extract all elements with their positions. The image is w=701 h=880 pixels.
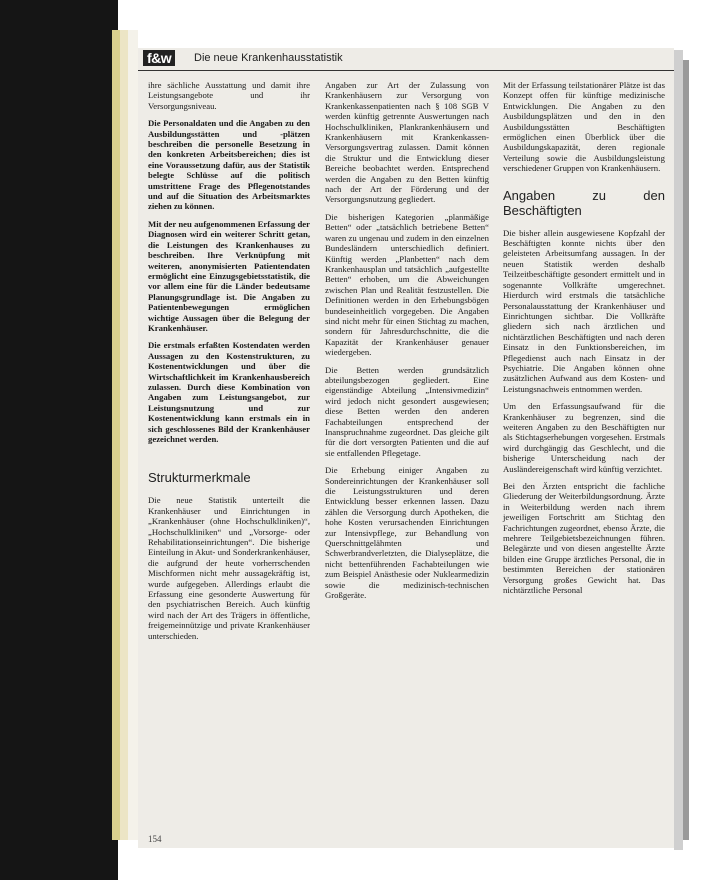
- paragraph: Bei den Ärzten entspricht die fachliche Gliederung der Weiterbildungsordnung. Ärzte in Weiterbildung werden nach ihrem jeweiligen Fortschritt am Stichtag den Fachrichtungen zugeordnet, ebenso Ärzte, die mehrere Teilgebietsbezeichnungen führen. Belegärzte und von diesen angestellte Ärzte bilden eine Gruppe ärztliches Personal, die in bestimmten Bereichen der stationären Versorgung großes Gewicht hat. Das nichtärztliche Personal: [503, 481, 665, 596]
- page-number: 154: [148, 834, 162, 844]
- paragraph: Die Personaldaten und die Angaben zu den Ausbildungsstätten und -plätzen beschreiben die personelle Besetzung in den konkreten Arbeitsbereichen; dies ist eine Voraussetzung dafür, aus der Statistik belegte Schlüsse auf die politisch umstrittene Frage des Pflegenotstandes und auf die Situation des Arbeitsmarktes ziehen zu können.: [148, 118, 310, 212]
- scan-border-left: [0, 0, 118, 880]
- section-heading: Strukturmerkmale: [148, 470, 251, 486]
- paragraph: Die bisher allein ausgewiesene Kopfzahl der Beschäftigten konnte nichts über den geleisteten Arbeitsumfang aussagen. In der neuen Statistik werden deshalb Teilzeitbeschäftigte gesondert ermittelt und in sogenannte Vollkräfte umgerechnet. Hierdurch wird erstmals die tatsächliche Personalausstattung der Krankenhäuser und Einrichtungen sichtbar. Die Vollkräfte gliedern sich nach ärztlichen und nichtärztlichen Beschäftigten und nach deren Einsatz in den Funktionsbereichen, im Pflegedienst auch nach Einsatz in der Psychiatrie. Die Angaben können ohne zusätzlichen Aufwand aus dem Kosten- und Leistungsnachweis entnommen werden.: [503, 227, 665, 394]
- paragraph: ihre sächliche Ausstattung und damit ihre Leistungsangebote und ihr Versorgungsniveau.: [148, 80, 310, 111]
- page-edge-light: [128, 30, 138, 840]
- page-edge-cream: [120, 30, 128, 840]
- journal-logo: f&w: [143, 50, 175, 66]
- page-header: [138, 48, 674, 71]
- section-heading: Angaben zu den Beschäftigten: [503, 187, 665, 218]
- paragraph: Angaben zur Art der Zulassung von Krankenhäusern zur Versorgung von Krankenkassenpatienten nach § 108 SGB V werden künftig getrennte Auswertungen nach Hochschulkliniken, Plankrankenhäusern und Krankenhäusern mit Krankenkassen-Versorgungsvertrag zulassen. Damit können die Struktur und die Entwicklung dieser Bereiche beobachtet werden. Entsprechend werden die Angaben zu den Betten künftig nach der Art der Förderung und der Versorgungsnutzung gegliedert.: [325, 80, 489, 205]
- scan-border-right: [674, 50, 683, 850]
- paragraph: Die bisherigen Kategorien „planmäßige Betten“ oder „tatsächlich betriebene Betten“ waren zu ungenau und zudem in den einzelnen Bundesländern unterschiedlich definiert. Künftig werden „Planbetten“ nach dem Krankenhausplan und tatsächlich „aufgestellte Betten“ erhoben, um die Abweichungen zwischen Plan und Realität festzustellen. Die Definitionen werden in den Erhebungsbögen bundeseinheitlich vorgegeben. Die Angaben sind nicht mehr für einen Stichtag zu machen, sondern für Jahresdurchschnitte, die die Kapazität der Krankenhäuser genauer wiedergeben.: [325, 211, 489, 358]
- paragraph: Die Erhebung einiger Angaben zu Sondereinrichtungen der Krankenhäuser soll die Leistungsstrukturen und deren Entwicklung besser erkennen lassen. Dazu zählen die Versorgung durch Apotheken, die hohe Kosten verursachenden Einrichtungen zur Intensivpflege, zur Behandlung von Querschnittgelähmten und Schwerbrandverletzten, die Dialyseplätze, die nicht bettenführenden Fachabteilungen wie zum Beispiel Anästhesie oder Nuklearmedizin sowie die medizinisch-technischen Großgeräte.: [325, 465, 489, 601]
- paragraph: Die neue Statistik unterteilt die Krankenhäuser und Einrichtungen in „Krankenhäuser (ohne Hochschulkliniken)“, „Hochschulkliniken“ und „Vorsorge- oder Rehabilitationseinrichtungen“. Die bisherige Einteilung in Akut- und Sonderkrankenhäuser, die aufgrund der heute vorherrschenden Mischformen nicht mehr aussagekräftig ist, wurde aufgegeben. Allerdings erlaubt die Erfassung eine gesonderte Auswertung für den psychiatrischen Bereich. Auch künftig wird nach der Art des Trägers in öffentliche, freigemeinnützige und private Krankenhäuser unterschieden.: [148, 495, 310, 641]
- text-column-3: [503, 80, 665, 602]
- scan-border-right-shadow: [683, 60, 689, 840]
- text-column-1: [148, 80, 310, 648]
- running-title: Die neue Krankenhausstatistik: [194, 52, 343, 64]
- paragraph: Die Betten werden grundsätzlich abteilungsbezogen gegliedert. Eine eigenständige Abteilung „Intensivmedizin“ wird jedoch nicht gesondert ausgewiesen; diese Betten werden den anderen Fachabteilungen entsprechend der Inanspruchnahme zugeordnet. Das gleiche gilt für die dort versorgten Patienten und die auf sie entfallenden Pflegetage.: [325, 364, 489, 458]
- paragraph: Um den Erfassungsaufwand für die Krankenhäuser zu begrenzen, sind die weiteren Angaben zu den Beschäftigten nur als Stichtagserhebungen vorgesehen. Erstmals wird durchgängig das Geschlecht, und die bisherige Unterscheidung nach der Ausländereigenschaft wird künftig verzichtet.: [503, 401, 665, 474]
- text-column-2: [325, 80, 489, 608]
- magazine-page: [138, 48, 674, 848]
- paragraph: Die erstmals erfaßten Kostendaten werden Aussagen zu den Kostenstrukturen, zu Kostenentwicklungen und über die Wirtschaftlichkeit im Krankenhausbereich zulassen. Durch diese Kombination von Angaben zum Leistungsangebot, zur Leistungsnutzung und zur Kostenentwicklung kann erstmals ein in sich geschlossenes Bild der Krankenhäuser gezeichnet werden.: [148, 340, 310, 444]
- paragraph: Mit der Erfassung teilstationärer Plätze ist das Konzept offen für künftige medizinische Entwicklungen. Die Angaben zu den Ausbildungsplätzen und den in den Ausbildungsstätten Beschäftigten ermöglichen einen Überblick über die Ausbildungskapazität, deren regionale Verteilung sowie die Ausbildungsleistung verschiedener Gruppen von Krankenhäusern.: [503, 80, 665, 174]
- page-edge-yellow: [112, 30, 120, 840]
- paragraph: Mit der neu aufgenommenen Erfassung der Diagnosen wird ein weiterer Schritt getan, die Leistungen des Krankenhauses zu beschreiben. Ihre Verknüpfung mit weiteren, anonymisierten Patientendaten ermöglicht eine Einzugsgebietsstatistik, die vor allem eine für die Länder bedeutsame Planungsgrundlage ist. Die Angaben zu Patientenbewegungen ermöglichen wichtige Aussagen über die Belegung der Krankenhäuser.: [148, 218, 310, 333]
